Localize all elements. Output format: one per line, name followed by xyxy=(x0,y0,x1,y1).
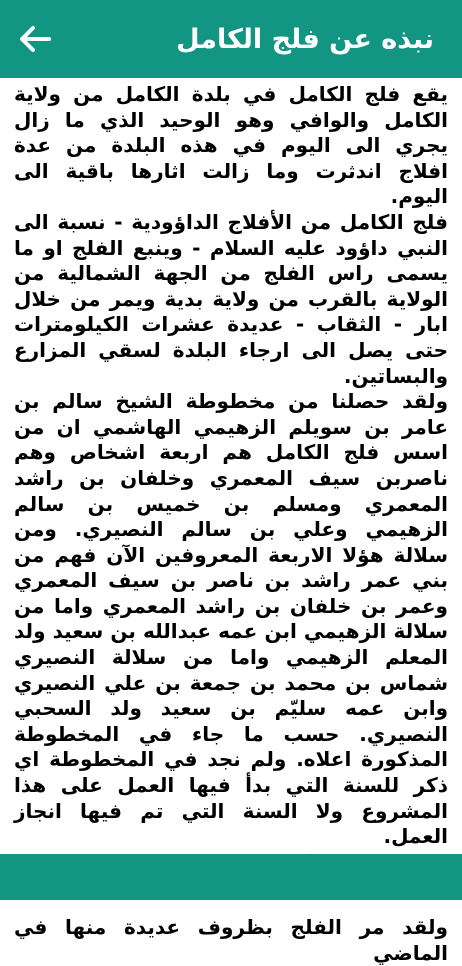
arrow-back-icon xyxy=(19,26,51,52)
bottom-bar xyxy=(0,854,462,900)
back-button[interactable] xyxy=(0,0,70,78)
article-paragraph: ولقد حصلنا من مخطوطة الشيخ سالم بن عامر بن سويلم الزهيمي الهاشمي ان من اسس فلج الكامل هم اربعة اشخاص وهم ناصربن سيف المعمري وخلفان بن راشد المعمري ومسلم بن خميس بن سالم الزهيمي وعلي بن سالم النصيري. ومن سلالة هؤلا الاربعة المعروفين الآن فهم من بني عمر راشد بن ناصر بن سيف المعمري وعمر بن خلفان بن راشد المعمري واما من سلالة الزهيمي ابن عمه عبدالله بن سعيد ولد المعلم الزهيمي واما من سلالة النصيري شماس بن محمد بن جمعة بن علي النصيري وابن عمه سليّم بن سعيد ولد السحبي النصيري. حسب ما جاء في المخطوطة المذكورة اعلاه. ولم نجد في المخطوطة اي ذكر للسنة التي بدأ فيها العمل على هذا المشروع ولا السنة التي تم فيها انجاز العمل. xyxy=(14,389,448,849)
article-scroll-area[interactable] xyxy=(0,78,462,965)
article-body xyxy=(0,78,462,966)
article-paragraph: فلج الكامل من الأفلاج الداؤودية - نسبة الى النبي داؤود عليه السلام - وينبع الفلج او ما يسمى راس الفلج من الجهة الشمالية من الولاية بالقرب من ولاية بدية ويمر من خلال ابار - الثقاب - عديدة عشرات الكيلومترات حتى يصل الى ارجاء البلدة لسقي المزارع والبساتين. xyxy=(14,209,448,388)
article-paragraph: ولقد مر الفلج بظروف عديدة منها في الماضي xyxy=(14,915,448,965)
page-title: نبذه عن فلج الكامل xyxy=(176,23,434,55)
app-bar xyxy=(0,0,462,78)
article-paragraph: يقع فلج الكامل في بلدة الكامل من ولاية الكامل والوافي وهو الوحيد الذي ما زال يجري الى اليوم في هذه البلدة من عدة افلاج اندثرت وما زالت اثارها باقية الى اليوم. xyxy=(14,82,448,209)
